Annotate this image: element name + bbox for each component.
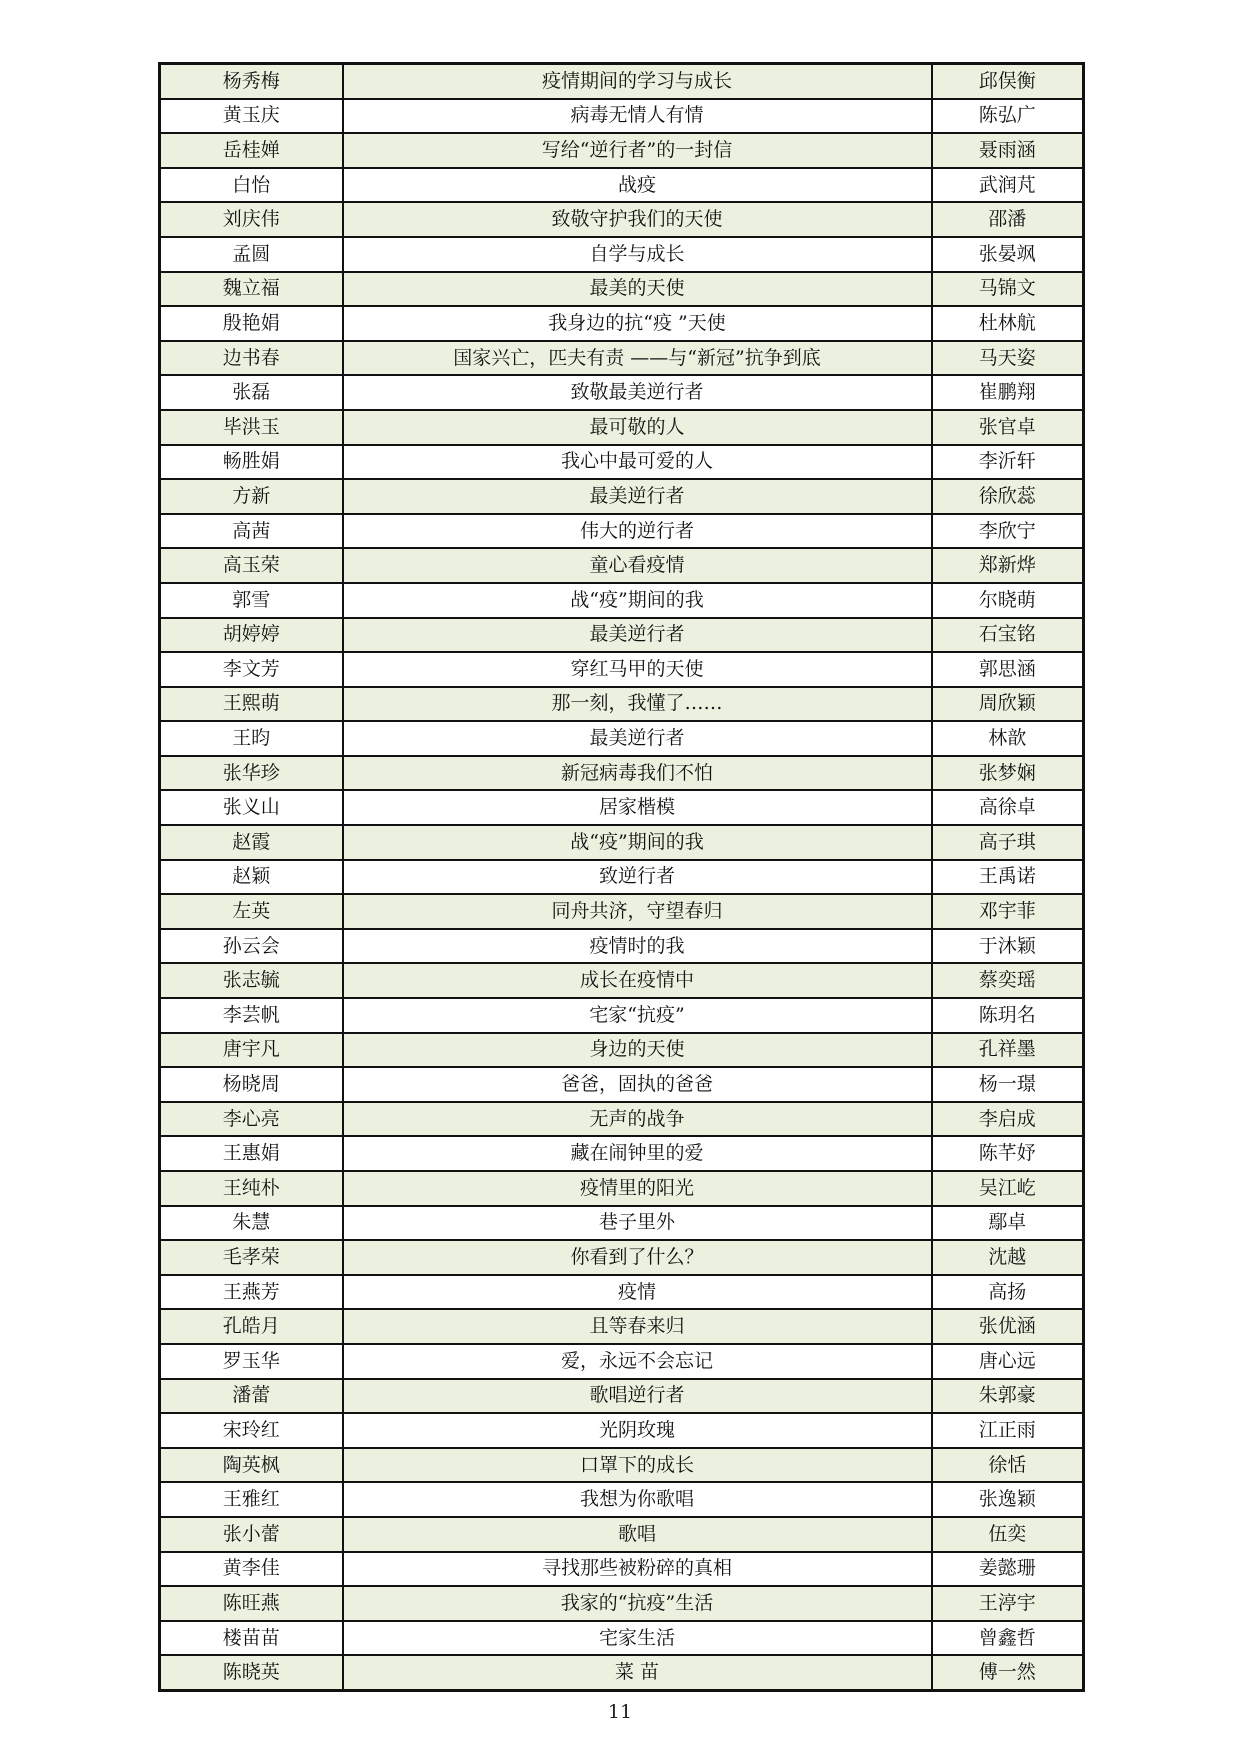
title-cell: 身边的天使 [343,1033,932,1068]
student-cell: 石宝铭 [932,618,1084,653]
teacher-cell: 王燕芳 [160,1275,343,1310]
student-cell: 崔鹏翔 [932,375,1084,410]
student-cell: 吴江屹 [932,1171,1084,1206]
table-row [160,99,1084,134]
student-cell: 杜林航 [932,306,1084,341]
student-cell: 孔祥墨 [932,1033,1084,1068]
teacher-cell: 陈旺燕 [160,1586,343,1621]
table-row [160,133,1084,168]
table-row [160,202,1084,237]
student-cell: 鄢卓 [932,1206,1084,1241]
table-row [160,341,1084,376]
teacher-cell: 畅胜娟 [160,445,343,480]
table-row [160,1655,1084,1690]
table-row [160,929,1084,964]
table-row [160,583,1084,618]
title-cell: 疫情里的阳光 [343,1171,932,1206]
title-cell: 最美逆行者 [343,618,932,653]
teacher-cell: 王惠娟 [160,1136,343,1171]
table-row [160,1033,1084,1068]
title-cell: 疫情期间的学习与成长 [343,64,932,99]
teacher-cell: 张华珍 [160,756,343,791]
table-row [160,860,1084,895]
title-cell: 战“疫”期间的我 [343,583,932,618]
student-cell: 李启成 [932,1102,1084,1137]
title-cell: 最可敬的人 [343,410,932,445]
student-cell: 陈芊妤 [932,1136,1084,1171]
teacher-cell: 陈晓英 [160,1655,343,1690]
table-row [160,410,1084,445]
title-cell: 宅家生活 [343,1621,932,1656]
table-row [160,721,1084,756]
teacher-cell: 刘庆伟 [160,202,343,237]
teacher-cell: 黄玉庆 [160,99,343,134]
teacher-cell: 李心亮 [160,1102,343,1137]
table-row [160,1171,1084,1206]
title-cell: 病毒无情人有情 [343,99,932,134]
teacher-cell: 王雅红 [160,1482,343,1517]
student-cell: 张官卓 [932,410,1084,445]
teacher-cell: 王熙萌 [160,687,343,722]
title-cell: 寻找那些被粉碎的真相 [343,1552,932,1587]
table-row [160,963,1084,998]
teacher-cell: 白怡 [160,168,343,203]
title-cell: 光阴玫瑰 [343,1413,932,1448]
table-row [160,1206,1084,1241]
title-cell: 自学与成长 [343,237,932,272]
teacher-cell: 罗玉华 [160,1344,343,1379]
teacher-cell: 胡婷婷 [160,618,343,653]
teacher-cell: 张志毓 [160,963,343,998]
student-cell: 马天姿 [932,341,1084,376]
teacher-cell: 赵霞 [160,825,343,860]
title-cell: 爸爸，固执的爸爸 [343,1067,932,1102]
table-row [160,1136,1084,1171]
title-cell: 巷子里外 [343,1206,932,1241]
student-cell: 伍奕 [932,1517,1084,1552]
table-row [160,1309,1084,1344]
student-cell: 李沂轩 [932,445,1084,480]
table-row [160,548,1084,583]
teacher-cell: 边书春 [160,341,343,376]
title-cell: 致逆行者 [343,860,932,895]
title-cell: 战疫 [343,168,932,203]
student-cell: 张梦娴 [932,756,1084,791]
student-cell: 高徐卓 [932,790,1084,825]
teacher-cell: 唐宇凡 [160,1033,343,1068]
student-cell: 张逸颖 [932,1482,1084,1517]
student-cell: 徐恬 [932,1448,1084,1483]
title-cell: 最美逆行者 [343,721,932,756]
student-cell: 马锦文 [932,272,1084,307]
title-cell: 伟大的逆行者 [343,514,932,549]
student-cell: 张晏飒 [932,237,1084,272]
title-cell: 无声的战争 [343,1102,932,1137]
table-row [160,894,1084,929]
student-cell: 江正雨 [932,1413,1084,1448]
teacher-cell: 杨秀梅 [160,64,343,99]
student-cell: 高扬 [932,1275,1084,1310]
teacher-cell: 杨晓周 [160,1067,343,1102]
title-cell: 疫情 [343,1275,932,1310]
table-row [160,64,1084,99]
table-row [160,272,1084,307]
student-cell: 徐欣蕊 [932,479,1084,514]
student-cell: 唐心远 [932,1344,1084,1379]
title-cell: 致敬最美逆行者 [343,375,932,410]
table-row [160,1552,1084,1587]
teacher-cell: 王纯朴 [160,1171,343,1206]
title-cell: 我想为你歌唱 [343,1482,932,1517]
teacher-cell: 赵颖 [160,860,343,895]
teacher-cell: 潘蕾 [160,1379,343,1414]
teacher-cell: 张小蕾 [160,1517,343,1552]
title-cell: 我心中最可爱的人 [343,445,932,480]
page-number: 11 [607,1701,633,1723]
title-cell: 歌唱逆行者 [343,1379,932,1414]
student-cell: 朱郭豪 [932,1379,1084,1414]
title-cell: 藏在闹钟里的爱 [343,1136,932,1171]
teacher-cell: 殷艳娟 [160,306,343,341]
teacher-cell: 左英 [160,894,343,929]
table-row [160,618,1084,653]
table-row [160,237,1084,272]
student-cell: 李欣宁 [932,514,1084,549]
student-cell: 武润芃 [932,168,1084,203]
table-row [160,998,1084,1033]
teacher-cell: 毛孝荣 [160,1240,343,1275]
title-cell: 最美的天使 [343,272,932,307]
student-cell: 邓宇菲 [932,894,1084,929]
teacher-cell: 孔皓月 [160,1309,343,1344]
table-row [160,790,1084,825]
teacher-cell: 宋玲红 [160,1413,343,1448]
student-cell: 邵潘 [932,202,1084,237]
student-cell: 姜懿珊 [932,1552,1084,1587]
teacher-cell: 王昀 [160,721,343,756]
student-cell: 高子琪 [932,825,1084,860]
table-row [160,1240,1084,1275]
student-cell: 邱俣衡 [932,64,1084,99]
title-cell: 口罩下的成长 [343,1448,932,1483]
title-cell: 穿红马甲的天使 [343,652,932,687]
title-cell: 菜 苗 [343,1655,932,1690]
table-row [160,1482,1084,1517]
teacher-cell: 高玉荣 [160,548,343,583]
table-row [160,756,1084,791]
title-cell: 且等春来归 [343,1309,932,1344]
table-row [160,375,1084,410]
student-cell: 聂雨涵 [932,133,1084,168]
table-row [160,1517,1084,1552]
teacher-cell: 李文芳 [160,652,343,687]
student-cell: 林歆 [932,721,1084,756]
student-cell: 张优涵 [932,1309,1084,1344]
student-cell: 蔡奕瑶 [932,963,1084,998]
student-cell: 周欣颖 [932,687,1084,722]
student-cell: 曾鑫哲 [932,1621,1084,1656]
title-cell: 爱，永远不会忘记 [343,1344,932,1379]
title-cell: 童心看疫情 [343,548,932,583]
table-row [160,445,1084,480]
title-cell: 新冠病毒我们不怕 [343,756,932,791]
title-cell: 居家楷模 [343,790,932,825]
table-row [160,825,1084,860]
title-cell: 同舟共济，守望春归 [343,894,932,929]
title-cell: 我家的“抗疫”生活 [343,1586,932,1621]
table-row [160,168,1084,203]
title-cell: 成长在疫情中 [343,963,932,998]
student-cell: 杨一璟 [932,1067,1084,1102]
student-cell: 陈玥名 [932,998,1084,1033]
teacher-cell: 郭雪 [160,583,343,618]
teacher-cell: 方新 [160,479,343,514]
table-row [160,1275,1084,1310]
teacher-cell: 黄李佳 [160,1552,343,1587]
teacher-cell: 魏立福 [160,272,343,307]
table-row [160,306,1084,341]
student-cell: 于沐颖 [932,929,1084,964]
title-cell: 国家兴亡，匹夫有责 ——与“新冠”抗争到底 [343,341,932,376]
teacher-cell: 张磊 [160,375,343,410]
teacher-cell: 岳桂婵 [160,133,343,168]
table-row [160,652,1084,687]
title-cell: 写给“逆行者”的一封信 [343,133,932,168]
title-cell: 致敬守护我们的天使 [343,202,932,237]
title-cell: 我身边的抗“疫 ”天使 [343,306,932,341]
table-row [160,1448,1084,1483]
student-cell: 傅一然 [932,1655,1084,1690]
table-row [160,479,1084,514]
table-row [160,1344,1084,1379]
title-cell: 战“疫”期间的我 [343,825,932,860]
table-row [160,1586,1084,1621]
title-cell: 那一刻，我懂了…… [343,687,932,722]
student-cell: 陈弘广 [932,99,1084,134]
teacher-cell: 张义山 [160,790,343,825]
teacher-cell: 孟圆 [160,237,343,272]
title-cell: 宅家“抗疫” [343,998,932,1033]
table-row [160,1379,1084,1414]
award-roster-table [158,62,1085,1692]
student-cell: 郭思涵 [932,652,1084,687]
student-cell: 王禹诺 [932,860,1084,895]
teacher-cell: 楼苗苗 [160,1621,343,1656]
title-cell: 你看到了什么？ [343,1240,932,1275]
table-row [160,1621,1084,1656]
title-cell: 疫情时的我 [343,929,932,964]
title-cell: 歌唱 [343,1517,932,1552]
table-row [160,1102,1084,1137]
teacher-cell: 高茜 [160,514,343,549]
table-row [160,514,1084,549]
teacher-cell: 孙云会 [160,929,343,964]
table-row [160,687,1084,722]
table-row [160,1067,1084,1102]
student-cell: 郑新烨 [932,548,1084,583]
teacher-cell: 毕洪玉 [160,410,343,445]
student-cell: 沈越 [932,1240,1084,1275]
roster-body [160,64,1084,1691]
teacher-cell: 朱慧 [160,1206,343,1241]
student-cell: 王渟宇 [932,1586,1084,1621]
teacher-cell: 李芸帆 [160,998,343,1033]
table-row [160,1413,1084,1448]
student-cell: 尔晓萌 [932,583,1084,618]
teacher-cell: 陶英枫 [160,1448,343,1483]
title-cell: 最美逆行者 [343,479,932,514]
